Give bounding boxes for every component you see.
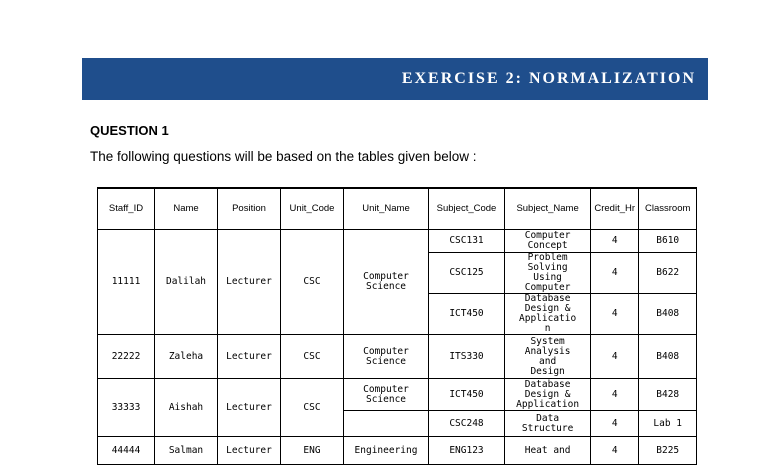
question-intro: The following questions will be based on the tables given below :	[90, 149, 477, 164]
credit-hr-cell: 4	[591, 253, 639, 294]
classroom-cell: B408	[639, 294, 697, 335]
subject-name-text: System Analysis and Design	[524, 335, 571, 377]
subject-name-cell: Heat and	[505, 437, 591, 465]
subject-code-cell: CSC131	[429, 230, 505, 253]
credit-hr-cell: 4	[591, 411, 639, 437]
position-cell: Lecturer	[218, 379, 281, 437]
unit-name-cell	[344, 411, 429, 437]
column-header: Classroom	[639, 188, 697, 230]
table-row	[98, 335, 697, 379]
credit-hr-cell: 4	[591, 230, 639, 253]
unit-code-cell: CSC	[281, 335, 344, 379]
staff-subject-table	[97, 187, 697, 465]
classroom-cell: B428	[639, 379, 697, 411]
subject-code-cell: ITS330	[429, 335, 505, 379]
staff-id-cell: 22222	[98, 335, 155, 379]
name-cell: Salman	[155, 437, 218, 465]
subject-name-text: Database Design & Applicatio n	[519, 293, 577, 334]
subject-name-text: Data Structure	[521, 412, 574, 434]
unit-name-cell	[344, 379, 429, 411]
unit-code-cell: CSC	[281, 230, 344, 335]
subject-name-cell	[505, 230, 591, 253]
column-header: Credit_Hr	[591, 188, 639, 230]
classroom-cell: B225	[639, 437, 697, 465]
credit-hr-cell: 4	[591, 294, 639, 335]
column-header: Position	[218, 188, 281, 230]
unit-code-cell: CSC	[281, 379, 344, 437]
column-header: Staff_ID	[98, 188, 155, 230]
subject-name-text: Problem Solving Using Computer	[524, 252, 571, 293]
subject-code-cell: ENG123	[429, 437, 505, 465]
table-row	[98, 379, 697, 411]
subject-name-cell	[505, 253, 591, 294]
column-header: Name	[155, 188, 218, 230]
column-header: Unit_Code	[281, 188, 344, 230]
classroom-cell: B622	[639, 253, 697, 294]
unit-name-text: Computer Science	[363, 383, 409, 405]
subject-code-cell: CSC125	[429, 253, 505, 294]
column-header: Subject_Code	[429, 188, 505, 230]
table-row	[98, 230, 697, 253]
staff-id-cell: 11111	[98, 230, 155, 335]
position-cell: Lecturer	[218, 437, 281, 465]
table-header-row	[98, 188, 697, 230]
name-cell: Dalilah	[155, 230, 218, 335]
subject-name-text: Computer Concept	[524, 230, 571, 251]
classroom-cell: B408	[639, 335, 697, 379]
exercise-banner	[82, 58, 708, 100]
unit-name-cell	[344, 230, 429, 335]
staff-id-cell: 33333	[98, 379, 155, 437]
credit-hr-cell: 4	[591, 379, 639, 411]
subject-code-cell: ICT450	[429, 294, 505, 335]
subject-name-cell	[505, 379, 591, 411]
credit-hr-cell: 4	[591, 437, 639, 465]
column-header: Unit_Name	[344, 188, 429, 230]
classroom-cell: B610	[639, 230, 697, 253]
question-heading: QUESTION 1	[90, 123, 169, 138]
subject-code-cell: ICT450	[429, 379, 505, 411]
name-cell: Aishah	[155, 379, 218, 437]
column-header: Subject_Name	[505, 188, 591, 230]
name-cell: Zaleha	[155, 335, 218, 379]
subject-name-cell	[505, 335, 591, 379]
subject-name-text: Database Design & Application	[516, 378, 580, 410]
unit-name-text: Computer Science	[363, 345, 409, 367]
credit-hr-cell: 4	[591, 335, 639, 379]
unit-name-cell: Engineering	[344, 437, 429, 465]
unit-code-cell: ENG	[281, 437, 344, 465]
staff-id-cell: 44444	[98, 437, 155, 465]
classroom-cell: Lab 1	[639, 411, 697, 437]
unit-name-text: Computer Science	[363, 271, 409, 292]
subject-name-cell	[505, 294, 591, 335]
exercise-title: EXERCISE 2: NORMALIZATION	[401, 70, 696, 87]
subject-code-cell: CSC248	[429, 411, 505, 437]
subject-name-cell	[505, 411, 591, 437]
unit-name-cell	[344, 335, 429, 379]
position-cell: Lecturer	[218, 335, 281, 379]
position-cell: Lecturer	[218, 230, 281, 335]
